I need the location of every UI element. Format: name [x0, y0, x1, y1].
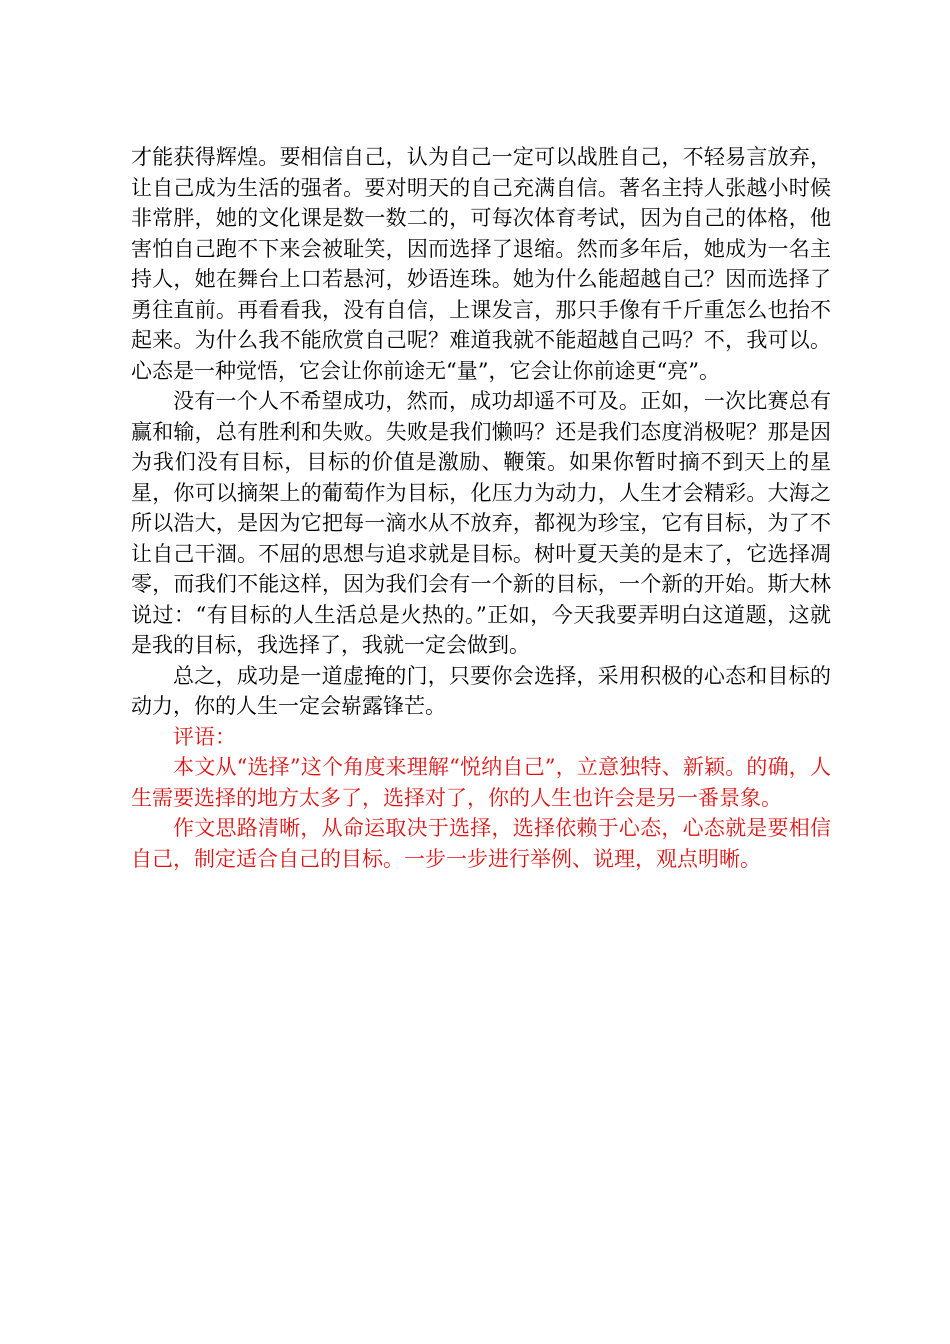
comment-label: 评语：	[173, 724, 236, 749]
comment-paragraph-2: 作文思路清晰，从命运取决于选择，选择依赖于心态，心态就是要相信自己，制定适合自己的目标。一步一步进行举例、说理，观点明晰。	[131, 816, 831, 871]
essay-paragraph-1: 才能获得辉煌。要相信自己，认为自己一定可以战胜自己，不轻易言放弃，让自己成为生活的强者。要对明天的自己充满自信。著名主持人张越小时候非常胖，她的文化课是数一数二的，可每次体育考试，因为自己的体格，他害怕自己跑不下来会被耻笑，因而选择了退缩。然而多年后，她成为一名主持人，她在舞台上口若悬河，妙语连珠。她为什么能超越自己？因而选择了勇往直前。再看看我，没有自信，上课发言，那只手像有千斤重怎么也抬不起来。为什么我不能欣赏自己呢？难道我就不能超越自己吗？不，我可以。心态是一种觉悟，它会让你前途无“量”，它会让你前途更“亮”。	[131, 145, 831, 383]
essay-paragraph-3: 总之，成功是一道虚掩的门，只要你会选择，采用积极的心态和目标的动力，你的人生一定会崭露锋芒。	[131, 663, 831, 718]
essay-body	[131, 142, 831, 874]
comment-paragraph-1: 本文从“选择”这个角度来理解“悦纳自己”，立意独特、新颖。的确，人生需要选择的地方太多了，选择对了，你的人生也许会是另一番景象。	[131, 755, 831, 810]
essay-paragraph-2: 没有一个人不希望成功，然而，成功却遥不可及。正如，一次比赛总有赢和输，总有胜利和失败。失败是我们懒吗？还是我们态度消极呢？那是因为我们没有目标，目标的价值是激励、鞭策。如果你暂时摘不到天上的星星，你可以摘架上的葡萄作为目标，化压力为动力，人生才会精彩。大海之所以浩大，是因为它把每一滴水从不放弃，都视为珍宝，它有目标，为了不让自己干涸。不屈的思想与追求就是目标。树叶夏天美的是末了，它选择凋零，而我们不能这样，因为我们会有一个新的目标，一个新的开始。斯大林说过：“有目标的人生活总是火热的。”正如，今天我要弄明白这道题，这就是我的目标，我选择了，我就一定会做到。	[131, 389, 831, 657]
